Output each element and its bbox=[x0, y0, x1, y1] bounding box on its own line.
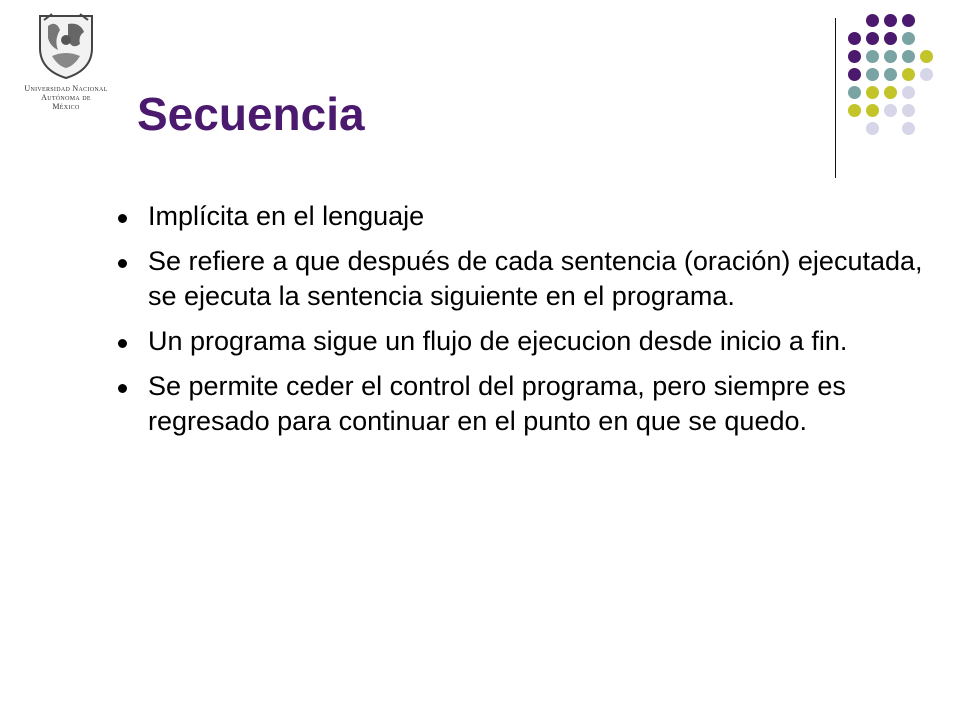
decor-dot bbox=[848, 86, 861, 99]
decor-dot bbox=[902, 14, 915, 27]
decor-dot bbox=[902, 32, 915, 45]
bullet-text: Se permite ceder el control del programa, pero siempre es regresado para continuar en el punto en que se quedo. bbox=[148, 371, 846, 436]
bullet-text: Se refiere a que después de cada sentencia (oración) ejecutada, se ejecuta la sentencia siguiente en el programa. bbox=[148, 246, 923, 311]
decor-dot bbox=[866, 86, 879, 99]
decor-dot bbox=[884, 32, 897, 45]
decor-dot bbox=[920, 50, 933, 63]
logo-line: México bbox=[52, 102, 80, 111]
logo-caption bbox=[10, 84, 122, 111]
bullet-item bbox=[112, 324, 952, 359]
bullet-marker-icon bbox=[118, 339, 127, 348]
decor-dot bbox=[902, 122, 915, 135]
decor-dot bbox=[902, 104, 915, 117]
decor-dot bbox=[866, 104, 879, 117]
bullet-item bbox=[112, 244, 952, 314]
decor-dot bbox=[902, 86, 915, 99]
decor-dot bbox=[902, 50, 915, 63]
decor-dot bbox=[848, 68, 861, 81]
logo-line: Universidad Nacional bbox=[24, 84, 108, 93]
decor-dot bbox=[866, 68, 879, 81]
decor-dot bbox=[884, 50, 897, 63]
decor-dot bbox=[902, 68, 915, 81]
decor-dot bbox=[884, 104, 897, 117]
decor-dot bbox=[884, 86, 897, 99]
decor-dot bbox=[866, 14, 879, 27]
decor-dot bbox=[884, 14, 897, 27]
decor-dot bbox=[848, 32, 861, 45]
bullet-item bbox=[112, 199, 952, 234]
decor-dot bbox=[920, 68, 933, 81]
bullet-text: Un programa sigue un flujo de ejecucion desde inicio a fin. bbox=[148, 326, 848, 356]
bullet-item bbox=[112, 369, 952, 439]
decor-dot bbox=[848, 50, 861, 63]
bullet-text: Implícita en el lenguaje bbox=[148, 201, 425, 231]
bullet-marker-icon bbox=[118, 214, 127, 223]
bullet-list bbox=[112, 199, 952, 449]
logo-line: Autónoma de bbox=[41, 93, 91, 102]
slide-title: Secuencia bbox=[137, 88, 365, 140]
bullet-marker-icon bbox=[118, 384, 127, 393]
decor-dot bbox=[866, 50, 879, 63]
separator-line bbox=[835, 18, 836, 178]
university-logo bbox=[10, 10, 122, 120]
unam-crest-icon bbox=[30, 10, 102, 82]
decor-dot bbox=[884, 68, 897, 81]
decor-dot bbox=[866, 122, 879, 135]
decor-dot bbox=[848, 104, 861, 117]
decor-dot bbox=[866, 32, 879, 45]
bullet-marker-icon bbox=[118, 259, 127, 268]
